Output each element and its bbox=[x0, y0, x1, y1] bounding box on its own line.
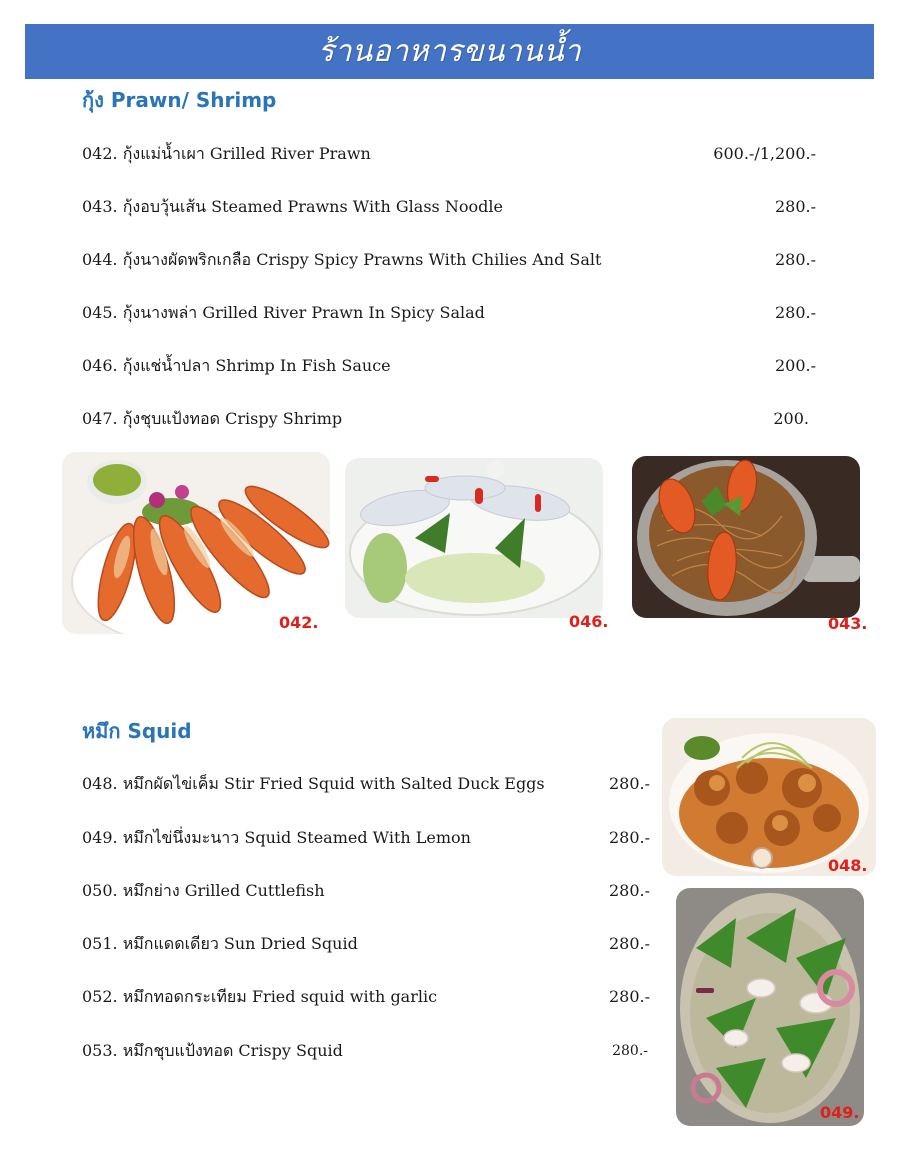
squid-salted-egg-illustration bbox=[662, 718, 876, 876]
menu-price-047: 200. bbox=[773, 409, 809, 428]
menu-item-049: 049. หมึกไข่นึ่งมะนาว Squid Steamed With Lemon bbox=[82, 828, 471, 847]
menu-item-044: 044. กุ้งนางผัดพริกเกลือ Crispy Spicy Prawns With Chilies And Salt bbox=[82, 250, 602, 269]
photo-prawn-glass-noodle bbox=[632, 456, 860, 618]
photo-squid-lemon bbox=[676, 888, 864, 1126]
menu-price-045: 280.- bbox=[774, 303, 816, 322]
header-banner bbox=[25, 24, 874, 79]
photo-label-042: 042. bbox=[279, 613, 319, 632]
menu-item-043: 043. กุ้งอบวุ้นเส้น Steamed Prawns With Glass Noodle bbox=[82, 197, 503, 216]
menu-item-053: 053. หมึกชุบแป้งทอด Crispy Squid bbox=[82, 1041, 343, 1060]
photo-squid-salted-egg bbox=[662, 718, 876, 876]
restaurant-name: ร้านอาหารขนานน้ำ bbox=[317, 34, 582, 69]
menu-price-048: 280.- bbox=[608, 774, 650, 793]
menu-price-046: 200.- bbox=[774, 356, 816, 375]
menu-item-050: 050. หมึกย่าง Grilled Cuttlefish bbox=[82, 881, 325, 900]
squid-lemon-illustration bbox=[676, 888, 864, 1126]
menu-item-052: 052. หมึกทอดกระเทียม Fried squid with garlic bbox=[82, 987, 438, 1006]
menu-item-042: 042. กุ้งแม่น้ำเผา Grilled River Prawn bbox=[82, 144, 371, 163]
photo-label-049: 049. bbox=[820, 1103, 860, 1122]
menu-price-050: 280.- bbox=[608, 881, 650, 900]
shrimp-fish-sauce-illustration bbox=[345, 458, 603, 618]
section-title-squid: หมึก Squid bbox=[82, 719, 192, 743]
photo-label-043: 043. bbox=[828, 614, 868, 633]
photo-label-048: 048. bbox=[828, 856, 868, 875]
prawn-glass-noodle-illustration bbox=[632, 456, 860, 618]
menu-item-045: 045. กุ้งนางพล่า Grilled River Prawn In Spicy Salad bbox=[82, 303, 485, 322]
menu-price-043: 280.- bbox=[774, 197, 816, 216]
photo-grilled-prawn bbox=[62, 452, 330, 634]
menu-price-053: 280.- bbox=[612, 1043, 648, 1059]
menu-item-051: 051. หมึกแดดเดียว Sun Dried Squid bbox=[82, 934, 358, 953]
menu-item-048: 048. หมึกผัดไข่เค็ม Stir Fried Squid with Salted Duck Eggs bbox=[82, 774, 545, 793]
menu-price-042: 600.-/1,200.- bbox=[713, 144, 816, 163]
section-title-prawn: กุ้ง Prawn/ Shrimp bbox=[82, 88, 277, 112]
photo-label-046: 046. bbox=[569, 612, 609, 631]
menu-price-051: 280.- bbox=[608, 934, 650, 953]
menu-price-049: 280.- bbox=[608, 828, 650, 847]
menu-price-044: 280.- bbox=[774, 250, 816, 269]
photo-shrimp-fish-sauce bbox=[345, 458, 603, 618]
menu-item-046: 046. กุ้งแช่น้ำปลา Shrimp In Fish Sauce bbox=[82, 356, 391, 375]
grilled-prawn-illustration bbox=[62, 452, 330, 634]
menu-price-052: 280.- bbox=[608, 987, 650, 1006]
menu-item-047: 047. กุ้งชุบแป้งทอด Crispy Shrimp bbox=[82, 409, 343, 428]
